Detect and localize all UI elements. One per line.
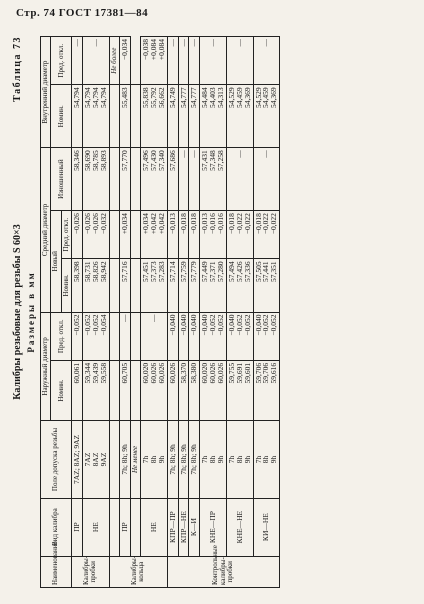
table-row (119, 37, 130, 588)
note-row (130, 37, 140, 588)
outer-nominal-value: 60,026 (167, 362, 177, 384)
gauge-type: КПР—ПР (167, 498, 178, 556)
table-row (82, 37, 109, 588)
table-units: Размеры в мм (26, 271, 36, 353)
middle-worn (72, 148, 83, 211)
gauge-type: ПР (72, 498, 83, 556)
header-group: Наименование (41, 556, 72, 587)
outer-nominal (72, 360, 83, 420)
middle-nominal-value: 57,441 (261, 261, 271, 283)
middle-worn-value: 57,770 (119, 150, 129, 171)
header-inner-nominal: Номин. (51, 85, 72, 148)
outer-deviation-value: −0,054 (98, 314, 108, 336)
header-middle-diameter: Средний диаметр (41, 148, 51, 312)
group-label-ring: Калибры-кольца (109, 556, 167, 587)
note-cell (130, 259, 140, 312)
table-number: Таблица 73 (12, 36, 23, 102)
outer-nominal (82, 360, 109, 420)
inner-deviation (141, 37, 168, 85)
outer-nominal-value: 60,061 (72, 362, 82, 384)
middle-nominal (72, 259, 83, 312)
outer-deviation (82, 312, 109, 360)
middle-deviation-value: −0,022 (261, 213, 271, 235)
outer-nominal (253, 360, 280, 420)
middle-deviation-value: −0,022 (234, 213, 244, 235)
inner-deviation-value: — (90, 39, 100, 47)
note-cell (130, 312, 140, 360)
outer-deviation-value: −0,052 (242, 314, 252, 336)
inner-deviation-value: — (189, 39, 199, 47)
note-cell (109, 498, 119, 556)
outer-deviation-value: −0,052 (72, 314, 82, 336)
middle-deviation-value: −0,018 (226, 213, 236, 235)
inner-nominal (253, 85, 280, 148)
note-cell (130, 211, 140, 259)
outer-nominal-value: 58,380 (189, 362, 199, 384)
inner-nominal-value: 54,313 (216, 87, 226, 109)
tolerance-field-value: 9h (216, 455, 226, 464)
tolerance-field-value: 8h (208, 455, 218, 464)
gauge-type: КПР—НЕ (178, 498, 189, 556)
tolerance-field-value: 7h (141, 455, 151, 464)
outer-nominal-value: 59,616 (269, 362, 279, 384)
outer-nominal (167, 360, 178, 420)
gauge-type: КИ—НЕ (253, 498, 280, 556)
outer-nominal-value: 59,691 (234, 362, 244, 384)
outer-deviation-value: −0,052 (216, 314, 226, 336)
middle-deviation-value: −0,013 (200, 213, 210, 235)
inner-nominal-value: 56,662 (156, 87, 166, 109)
outer-nominal-value: 58,370 (178, 362, 188, 384)
rotated-page-content (10, 32, 410, 592)
middle-nominal (141, 259, 168, 312)
inner-deviation (226, 37, 253, 85)
group-label-control: Контрольные калибры-пробки (167, 556, 280, 587)
tolerance-field (167, 421, 178, 498)
inner-nominal-value: 54,459 (261, 87, 271, 109)
outer-nominal (119, 360, 130, 420)
outer-deviation-value: −0,052 (82, 314, 92, 336)
inner-nominal (167, 85, 178, 148)
middle-nominal-value: 57,505 (253, 261, 263, 283)
outer-deviation (141, 312, 168, 360)
outer-deviation-value: −0,052 (234, 314, 244, 336)
outer-deviation (178, 312, 189, 360)
outer-nominal-value: 60,026 (156, 362, 166, 384)
outer-deviation-value: — (119, 314, 129, 323)
tolerance-field-value: 7AZ; 8AZ; 9AZ (72, 434, 82, 485)
middle-worn-value: 57,430 (148, 150, 158, 171)
inner-deviation-value: — (208, 39, 218, 47)
middle-nominal (253, 259, 280, 312)
inner-nominal-value: 55,838 (141, 87, 151, 109)
inner-nominal-value: 54,459 (234, 87, 244, 109)
gauge-type: КНЕ—ПР (200, 498, 227, 556)
tolerance-field-value: 8h (261, 455, 271, 464)
middle-deviation (200, 211, 227, 259)
inner-nominal (72, 85, 83, 148)
table-row (167, 37, 178, 588)
table-row (72, 37, 83, 588)
tolerance-field-value: 7AZ (82, 452, 92, 467)
inner-deviation-value: −0,038 (141, 39, 151, 61)
header-mid-dev: Пред. откл. (61, 211, 71, 259)
tolerance-field-value: 9h (269, 455, 279, 464)
middle-nominal (200, 259, 227, 312)
note-cell (130, 85, 140, 148)
middle-worn (226, 148, 253, 211)
inner-nominal-value: 54,777 (178, 87, 188, 109)
note-cell (109, 421, 119, 498)
middle-worn-value: 57,258 (216, 150, 226, 171)
tolerance-field (226, 421, 253, 498)
middle-deviation-value: −0,022 (242, 213, 252, 235)
middle-nominal-value: 58,942 (98, 261, 108, 283)
inner-deviation-value: — (234, 39, 244, 47)
header-inner-diameter: Внутренний диаметр (41, 37, 51, 148)
header-outer-nominal: Номин. (51, 360, 72, 420)
gauge-type: К—И (189, 498, 200, 556)
tolerance-field-value: 8AZ (90, 452, 100, 467)
header-outer-dev: Пред. откл. (51, 312, 72, 360)
tolerance-field (253, 421, 280, 498)
middle-deviation-value: −0,018 (253, 213, 263, 235)
inner-nominal-value: 54,529 (253, 87, 263, 109)
middle-nominal (82, 259, 109, 312)
middle-deviation-value: −0,022 (269, 213, 279, 235)
middle-worn-value: 57,431 (200, 150, 210, 171)
inner-nominal-value: 54,403 (208, 87, 218, 109)
middle-worn (82, 148, 109, 211)
middle-deviation-value: −0,013 (167, 213, 177, 235)
outer-nominal-value: 59,706 (253, 362, 263, 384)
middle-deviation-value: +0,042 (148, 213, 158, 235)
inner-deviation (253, 37, 280, 85)
middle-nominal-value: 57,336 (242, 261, 252, 283)
tolerance-field-value: 7h (226, 455, 236, 464)
middle-deviation (72, 211, 83, 259)
inner-deviation-value: +0,084 (148, 39, 158, 61)
middle-worn (200, 148, 227, 211)
tolerance-field-value: 9h (242, 455, 252, 464)
tolerance-field (72, 421, 83, 498)
inner-nominal-value: 54,777 (189, 87, 199, 109)
inner-nominal-value: 54,794 (82, 87, 92, 109)
note-not-less: Не менее (130, 421, 140, 498)
middle-nominal-value: 57,283 (156, 261, 166, 283)
middle-worn-value: 57,496 (141, 150, 151, 171)
outer-nominal-value: 59,755 (226, 362, 236, 384)
outer-nominal-value: 59,706 (261, 362, 271, 384)
gauge-type: КНЕ—НЕ (226, 498, 253, 556)
middle-worn-value: 57,340 (156, 150, 166, 171)
tolerance-field-value: 7h; 8h; 9h (189, 444, 199, 475)
inner-nominal-value: 54,369 (269, 87, 279, 109)
middle-nominal-value: 58,826 (90, 261, 100, 283)
inner-nominal-value: 54,749 (167, 87, 177, 109)
tolerance-field (119, 421, 130, 498)
middle-deviation-value: −0,026 (90, 213, 100, 235)
header-inner-dev: Пред. откл. (51, 37, 72, 85)
middle-worn (167, 148, 178, 211)
middle-nominal-value: 57,759 (178, 261, 188, 283)
middle-worn (189, 148, 200, 211)
outer-nominal-value: 59,558 (98, 362, 108, 384)
middle-nominal-value: 58,731 (82, 261, 92, 283)
inner-nominal-value: 54,794 (72, 87, 82, 109)
inner-nominal-value: 54,794 (98, 87, 108, 109)
middle-deviation (253, 211, 280, 259)
gauge-type: НЕ (141, 498, 168, 556)
middle-nominal (226, 259, 253, 312)
middle-nominal-value: 57,451 (141, 261, 151, 283)
outer-deviation-value: −0,040 (226, 314, 236, 336)
note-cell (130, 148, 140, 211)
outer-deviation (226, 312, 253, 360)
inner-deviation (119, 37, 130, 85)
tolerance-field (141, 421, 168, 498)
tolerance-field (178, 421, 189, 498)
middle-nominal-value: 57,494 (226, 261, 236, 283)
outer-deviation-value: −0,040 (200, 314, 210, 336)
note-cell (109, 360, 119, 420)
inner-deviation-value: — (72, 39, 82, 47)
middle-nominal-value: 57,714 (167, 261, 177, 283)
outer-nominal-value: 60,026 (216, 362, 226, 384)
inner-nominal-value: 54,529 (226, 87, 236, 109)
outer-nominal (189, 360, 200, 420)
outer-deviation (189, 312, 200, 360)
note-cell (109, 312, 119, 360)
outer-nominal-value: 59,344 (82, 362, 92, 384)
outer-deviation-value: −0,052 (269, 314, 279, 336)
tolerance-field-value: 7h; 8h; 9h (178, 444, 188, 475)
middle-nominal-value: 58,398 (72, 261, 82, 283)
note-cell (109, 148, 119, 211)
middle-worn-value: 58,346 (72, 150, 82, 171)
outer-nominal-value: 60,026 (208, 362, 218, 384)
middle-deviation (189, 211, 200, 259)
middle-nominal-value: 57,716 (119, 261, 129, 283)
tolerance-field (82, 421, 109, 498)
outer-nominal (200, 360, 227, 420)
middle-nominal-value: 57,779 (189, 261, 199, 283)
middle-deviation-value: +0,042 (156, 213, 166, 235)
note-cell (130, 498, 140, 556)
middle-deviation-value: +0,034 (141, 213, 151, 235)
middle-deviation-value: −0,032 (98, 213, 108, 235)
outer-nominal-value: 59,601 (242, 362, 252, 384)
middle-worn-value: 57,686 (167, 150, 177, 171)
outer-deviation (200, 312, 227, 360)
note-cell (109, 211, 119, 259)
outer-deviation-value: −0,040 (189, 314, 199, 336)
outer-nominal-value: 60,020 (200, 362, 210, 384)
tolerance-field-value: 7h; 8h; 9h (167, 444, 177, 475)
inner-nominal (226, 85, 253, 148)
outer-nominal (178, 360, 189, 420)
middle-worn-value: 58,893 (98, 150, 108, 171)
gauge-type: ПР (119, 498, 130, 556)
middle-deviation-value: −0,018 (189, 213, 199, 235)
middle-deviation (141, 211, 168, 259)
outer-deviation (253, 312, 280, 360)
outer-deviation-value: −0,040 (167, 314, 177, 336)
middle-nominal (178, 259, 189, 312)
header-type: Вид калибра (41, 498, 72, 556)
tolerance-field-value: 9h (156, 455, 166, 464)
table-row (200, 37, 227, 588)
tolerance-field (189, 421, 200, 498)
middle-nominal-value: 57,351 (269, 261, 279, 283)
gauge-type: НЕ (82, 498, 109, 556)
middle-worn (178, 148, 189, 211)
middle-worn-value: — (189, 150, 199, 158)
inner-deviation (178, 37, 189, 85)
table-row (253, 37, 280, 588)
inner-nominal (178, 85, 189, 148)
outer-nominal (226, 360, 253, 420)
tolerance-field-value: 8h (148, 455, 158, 464)
outer-nominal-value: 60,026 (148, 362, 158, 384)
inner-deviation-value: +0,084 (156, 39, 166, 61)
outer-deviation (72, 312, 83, 360)
outer-deviation-value: −0,052 (208, 314, 218, 336)
outer-nominal-value: 60,705 (119, 362, 129, 384)
note-cell (130, 360, 140, 420)
middle-worn (253, 148, 280, 211)
header-worn: Изношенный (51, 148, 72, 211)
inner-nominal (200, 85, 227, 148)
inner-nominal (141, 85, 168, 148)
note-cell (109, 85, 119, 148)
middle-deviation (178, 211, 189, 259)
note-cell (109, 259, 119, 312)
middle-worn-value: 58,785 (90, 150, 100, 171)
table-title: Калибры резьбовые для резьбы S 60×3 (12, 224, 23, 400)
tolerance-field-value: 7h; 8h; 9h (119, 444, 129, 475)
middle-nominal (119, 259, 130, 312)
middle-deviation-value: −0,026 (82, 213, 92, 235)
tolerance-field-value: 7h (253, 455, 263, 464)
middle-worn (141, 148, 168, 211)
middle-deviation (167, 211, 178, 259)
outer-deviation-value: −0,040 (253, 314, 263, 336)
middle-deviation-value: −0,026 (72, 213, 82, 235)
outer-nominal (141, 360, 168, 420)
table-row (189, 37, 200, 588)
inner-deviation-value: — (261, 39, 271, 47)
header-tolerance: Поле допуска резьбы (41, 421, 72, 498)
header-new: Новый (51, 211, 61, 312)
middle-deviation (226, 211, 253, 259)
middle-deviation (119, 211, 130, 259)
outer-deviation (119, 312, 130, 360)
middle-worn-value: — (234, 150, 244, 158)
middle-nominal (189, 259, 200, 312)
outer-deviation-value: −0,052 (261, 314, 271, 336)
inner-nominal-value: 54,369 (242, 87, 252, 109)
table-row (141, 37, 168, 588)
tolerance-field-value: 7h (200, 455, 210, 464)
outer-deviation (167, 312, 178, 360)
gauge-table (40, 36, 280, 588)
tolerance-field-value: 9AZ (98, 452, 108, 467)
inner-deviation (200, 37, 227, 85)
middle-deviation-value: −0,016 (208, 213, 218, 235)
middle-worn-value: — (178, 150, 188, 158)
group-label-plug: Калибры-пробки (72, 556, 110, 587)
tolerance-field-value: 8h (234, 455, 244, 464)
inner-deviation (167, 37, 178, 85)
outer-deviation-value: — (148, 314, 158, 323)
inner-deviation-value: — (178, 39, 188, 47)
middle-nominal (167, 259, 178, 312)
page-header: Стр. 74 ГОСТ 17381—84 (16, 7, 149, 19)
inner-deviation (189, 37, 200, 85)
inner-deviation (72, 37, 83, 85)
middle-worn-value: 58,690 (82, 150, 92, 171)
middle-nominal-value: 57,426 (234, 261, 244, 283)
table-row (178, 37, 189, 588)
inner-nominal-value: 55,792 (148, 87, 158, 109)
middle-nominal-value: 57,371 (208, 261, 218, 283)
middle-deviation-value: +0,034 (119, 213, 129, 235)
middle-worn-value: 57,348 (208, 150, 218, 171)
middle-nominal-value: 57,449 (200, 261, 210, 283)
inner-nominal-value: 55,483 (119, 87, 129, 109)
inner-deviation (82, 37, 109, 85)
inner-nominal-value: 54,484 (200, 87, 210, 109)
inner-deviation-value: −0,034 (119, 39, 129, 61)
inner-nominal (82, 85, 109, 148)
outer-nominal-value: 59,439 (90, 362, 100, 384)
table-row (226, 37, 253, 588)
inner-nominal-value: 54,794 (90, 87, 100, 109)
table-row (109, 37, 119, 588)
outer-deviation-value: −0,052 (90, 314, 100, 336)
header-mid-nominal: Номин. (61, 259, 71, 312)
middle-worn-value: — (261, 150, 271, 158)
middle-nominal-value: 57,373 (148, 261, 158, 283)
inner-deviation-value: — (167, 39, 177, 47)
middle-deviation-value: −0,016 (216, 213, 226, 235)
inner-nominal (119, 85, 130, 148)
middle-nominal-value: 57,280 (216, 261, 226, 283)
header-outer-diameter: Наружный диаметр (41, 312, 51, 421)
inner-nominal (189, 85, 200, 148)
outer-nominal-value: 60,020 (141, 362, 151, 384)
note-not-more: Не более (109, 37, 119, 85)
outer-deviation-value: −0,040 (178, 314, 188, 336)
middle-worn (119, 148, 130, 211)
tolerance-field (200, 421, 227, 498)
middle-deviation-value: −0,018 (178, 213, 188, 235)
middle-deviation (82, 211, 109, 259)
